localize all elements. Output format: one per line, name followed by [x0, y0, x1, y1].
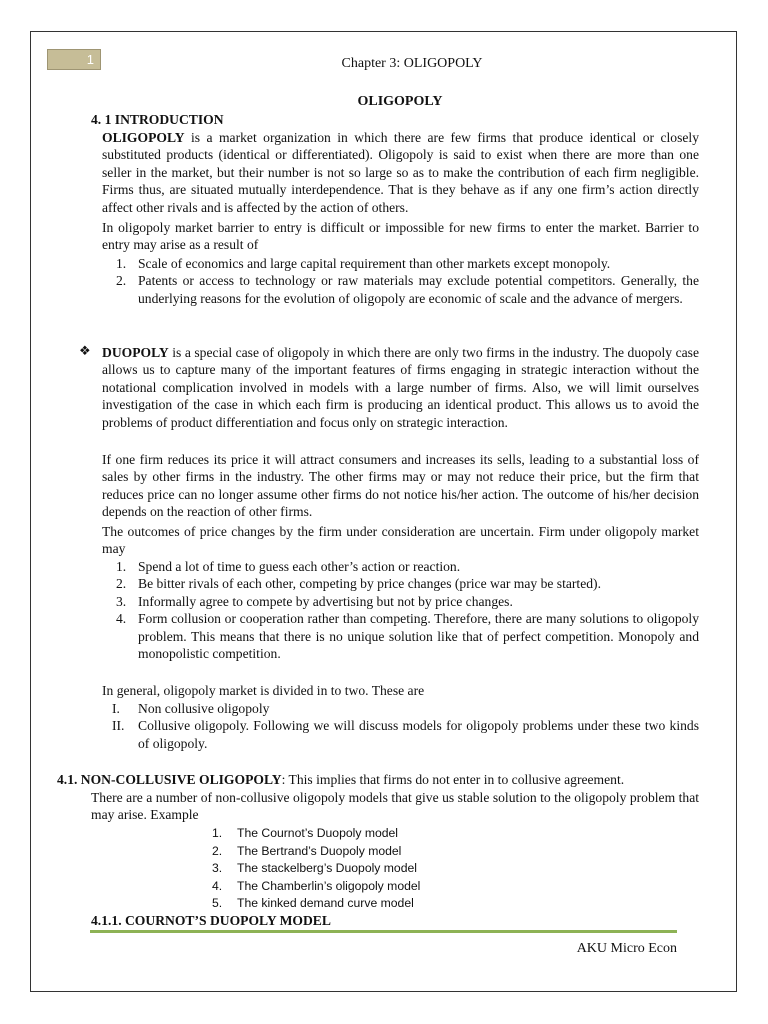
list-item: 4. The Chamberlin’s oligopoly model: [212, 878, 421, 893]
behavior-list: [102, 558, 699, 662]
noncollusive-heading-line: [57, 771, 699, 788]
models-list: [212, 825, 420, 913]
duopoly-paragraph-text: is a special case of oligopoly in which there are only two firms in the industry. The duopoly case allows us to capture many of the important features of firms engaging in strategic interaction without the notational complication involved in models with a large number of firms. Also, we will limit ourselves investigation of the case in which each firm is producing an identical product. This allows us to avoid the problems of product differentiation and focus only on strategic interaction.: [102, 345, 699, 430]
intro-heading: 4. 1 INTRODUCTION: [91, 112, 224, 127]
noncollusive-heading-text: : This implies that firms do not enter in to collusive agreement.: [281, 772, 625, 787]
intro-paragraph: [102, 129, 699, 216]
list-item: 1. Scale of economics and large capital requirement than other markets except monopoly.: [116, 256, 611, 271]
price-reduction-paragraph: If one firm reduces its price it will attract consumers and increases its sells, leading to a substantial loss of sales by other firms in the industry. The other firms may or may not reduce their price, but the firm that reduces price can no longer assume other firms do not notice his/her action. The outcome of his/her decision depends on the reaction of other firms.: [102, 452, 699, 520]
page-number-badge: 1: [47, 49, 101, 70]
oligopoly-types-list: [102, 700, 699, 752]
noncollusive-heading: 4.1. NON-COLLUSIVE OLIGOPOLY: [57, 772, 282, 787]
footer-divider: [90, 930, 677, 933]
division-paragraph: In general, oligopoly market is divided in to two. These are: [102, 683, 425, 698]
intro-paragraph-text: is a market organization in which there are few firms that produce identical or closely substituted products (identical or differentiated). Oligopoly is said to exist when there are more than one seller in the market, but their number is not so large so as to make the contribution of each firm negligible. Firms thus, are situated mutually interdependence. That is they behave as if any one firm’s action directly affect other rivals and is affected by the action of others.: [102, 130, 699, 215]
list-item: 1. Spend a lot of time to guess each other’s action or reaction.: [116, 559, 461, 574]
barrier-list: [102, 255, 699, 307]
outcomes-paragraph: The outcomes of price changes by the firm under consideration are uncertain. Firm under oligopoly market may: [102, 524, 699, 557]
diamond-bullet-icon: ❖: [79, 344, 91, 359]
cournot-heading: 4.1.1. COURNOT’S DUOPOLY MODEL: [91, 913, 331, 928]
list-item: 2. Be bitter rivals of each other, competing by price changes (price war may be started).: [116, 576, 601, 592]
noncollusive-paragraph: There are a number of non-collusive oligopoly models that give us stable solution to the oligopoly problem that may arise. Example: [91, 790, 699, 823]
list-item: 3. The stackelberg’s Duopoly model: [212, 861, 417, 876]
list-item: 4. Form collusion or cooperation rather than competing. Therefore, there are many solutions to oligopoly problem. This means that there is no unique solution like that of perfect competition. Monopoly and monopolistic competition.: [116, 611, 699, 662]
running-header: Chapter 3: OLIGOPOLY: [341, 56, 483, 71]
list-item: 3. Informally agree to compete by advertising but not by price changes.: [116, 593, 513, 609]
running-footer: AKU Micro Econ: [576, 941, 677, 956]
list-item: 5. The kinked demand curve model: [212, 896, 414, 911]
barrier-paragraph: In oligopoly market barrier to entry is difficult or impossible for new firms to enter the market. Barrier to entry may arise as a result of: [102, 220, 699, 253]
document-title: OLIGOPOLY: [357, 94, 443, 109]
list-item: 2. The Bertrand’s Duopoly model: [212, 843, 402, 858]
oligopoly-term: OLIGOPOLY: [102, 130, 185, 145]
list-item: 2. Patents or access to technology or raw materials may exclude potential competitors. Generally, the underlying reasons for the evolution of oligopoly are economic of scale and the advance of mergers.: [116, 273, 699, 306]
list-item: I. Non collusive oligopoly: [112, 701, 270, 716]
list-item: II. Collusive oligopoly. Following we will discuss models for oligopoly problems under these two kinds of oligopoly.: [112, 718, 699, 751]
duopoly-paragraph: [102, 344, 699, 431]
list-item: 1. The Cournot’s Duopoly model: [212, 826, 399, 840]
duopoly-term: DUOPOLY: [102, 345, 169, 360]
